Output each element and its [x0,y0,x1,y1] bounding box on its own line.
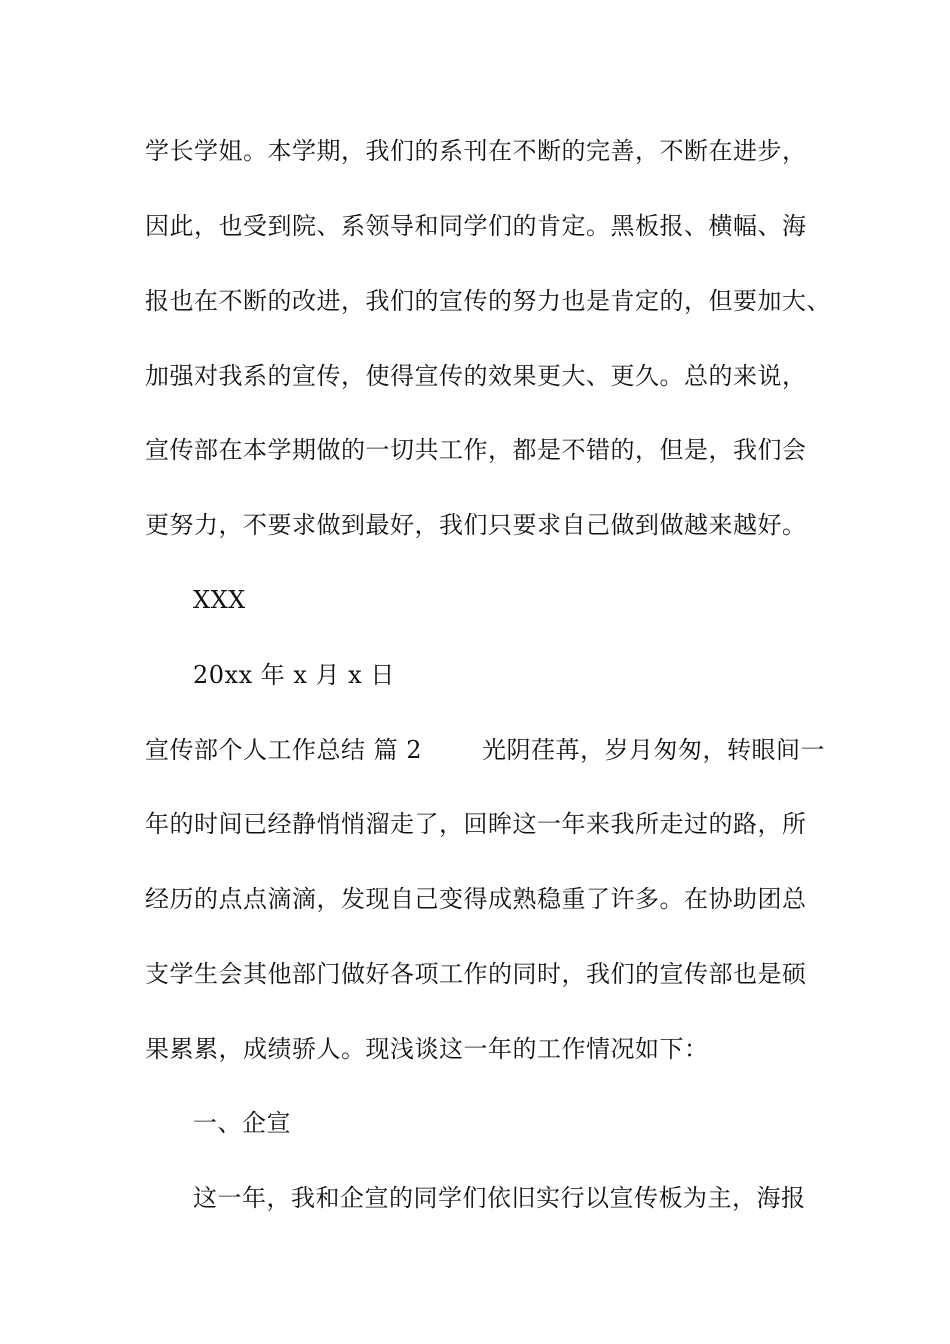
heading-1: 一、企宣 [193,1109,291,1137]
section-title-line [145,735,825,765]
text-line-3: 报也在不断的改进，我们的宣传的努力也是肯定的，但要加大、 [145,287,831,315]
date: 20xx 年 x 月 x 日 [193,661,395,689]
section-line-5: 果累累，成绩骄人。现浅谈这一年的工作情况如下： [145,1035,709,1063]
section-line-1: 光阴荏苒，岁月匆匆，转眼间一 [482,736,826,764]
text-line-2: 因此，也受到院、系领导和同学们的肯定。黑板报、横幅、海 [145,212,807,240]
section-line-3: 经历的点点滴滴，发现自己变得成熟稳重了许多。在协助团总 [145,885,807,913]
text-line-4: 加强对我系的宣传，使得宣传的效果更大、更久。总的来说， [145,362,807,390]
section-line-4: 支学生会其他部门做好各项工作的同时，我们的宣传部也是硕 [145,960,807,988]
section-title: 宣传部个人工作总结 篇 2 [145,736,423,764]
paragraph-1: 这一年，我和企宣的同学们依旧实行以宣传板为主，海报 [193,1184,806,1212]
section-line-2: 年的时间已经静悄悄溜走了，回眸这一年来我所走过的路，所 [145,810,807,838]
text-line-6: 更努力，不要求做到最好，我们只要求自己做到做越来越好。 [145,511,807,539]
text-line-1: 学长学姐。本学期，我们的系刊在不断的完善，不断在进步， [145,137,807,165]
signature: XXX [193,586,246,614]
text-line-5: 宣传部在本学期做的一切共工作，都是不错的，但是，我们会 [145,436,807,464]
